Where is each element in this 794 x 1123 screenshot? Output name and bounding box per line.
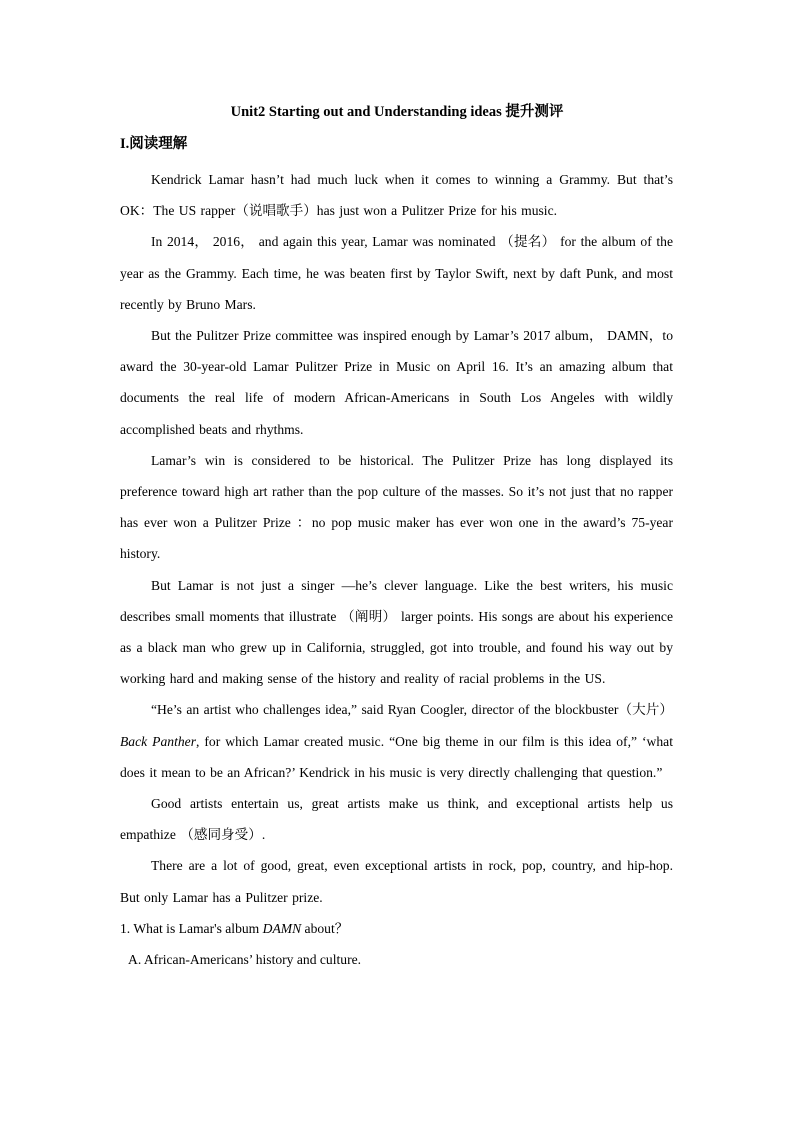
passage-paragraph-3: But the Pulitzer Prize committee was inspired enough by Lamar’s 2017 album， DAMN，to award the 30-year-old Lamar Pulitzer Prize in Music on April 16. It’s an amazing album that documents the real life of modern African-Americans in South Los Angeles with wildly accomplished beats and rhythms. bbox=[120, 328, 673, 437]
passage-paragraph-8: There are a lot of good, great, even exceptional artists in rock, pop, country, and hip-hop. But only Lamar has a Pulitzer prize. bbox=[120, 858, 673, 905]
passage-paragraph-4: Lamar’s win is considered to be historical. The Pulitzer Prize has long displayed its preference toward high art rather than the pop culture of the masses. So it’s not just that no rapper has ever won a Pulitzer Prize ：no pop music maker has ever won one in the award’s 75-year history. bbox=[120, 452, 673, 562]
section-heading: I.阅读理解 bbox=[120, 136, 188, 152]
question-1-text-b: about？ bbox=[301, 920, 349, 936]
question-1-option-a: A. African-Americans’ history and culture. bbox=[128, 952, 362, 968]
paragraph-6-text-a: “He’s an artist who challenges idea,” said Ryan Coogler, director of the blockbuster（大片） bbox=[151, 702, 673, 718]
passage-paragraph-6 bbox=[120, 694, 673, 788]
question-1-text-a: 1. What is Lamar's album bbox=[120, 920, 263, 936]
passage-body bbox=[120, 164, 673, 975]
document-title: Unit2 Starting out and Understanding ideas 提升测评 bbox=[230, 104, 564, 120]
album-title-italic: DAMN bbox=[262, 920, 302, 936]
passage-paragraph-1: Kendrick Lamar hasn’t had much luck when it comes to winning a Grammy. But that’s OK：The US rapper（说唱歌手）has just won a Pulitzer Prize for his music. bbox=[120, 172, 673, 219]
question-1-stem bbox=[120, 913, 673, 944]
passage-paragraph-5: But Lamar is not just a singer —he’s clever language. Like the best writers, his music describes small moments that illustrate （阐明） larger points. His songs are about his experience as a black man who grew up in California, struggled, got into trouble, and found his way out by working hard and making sense of the history and reality of racial problems in the US. bbox=[120, 577, 673, 687]
passage-paragraph-7: Good artists entertain us, great artists make us think, and exceptional artists help us empathize （感同身受）. bbox=[120, 796, 673, 843]
paragraph-6-text-b: , for which Lamar created music. “One big theme in our film is this idea of,” ‘what does it mean to be an African?’ Kendrick in his music is very directly challenging that question.” bbox=[120, 733, 673, 780]
film-title-italic: Back Panther bbox=[120, 733, 196, 749]
passage-paragraph-2: In 2014， 2016， and again this year, Lamar was nominated （提名） for the album of the year as the Grammy. Each time, he was beaten first by Taylor Swift, next by daft Punk, and most recently by Bruno Mars. bbox=[120, 234, 673, 312]
